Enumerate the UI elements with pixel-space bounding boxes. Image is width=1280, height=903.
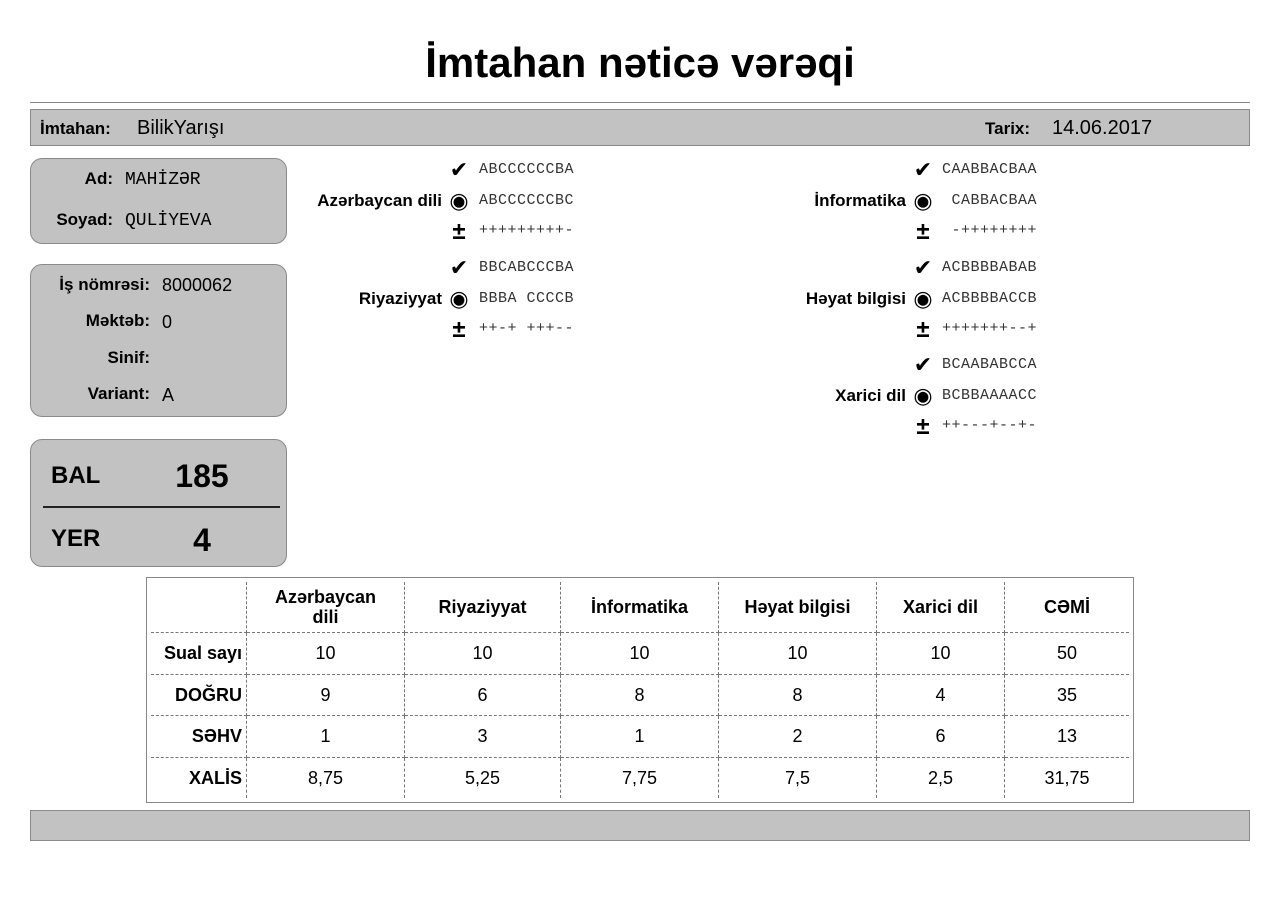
title-divider <box>30 102 1250 103</box>
table-header-heyat: Həyat bilgisi <box>719 582 877 633</box>
sinif-label: Sinif: <box>107 348 150 367</box>
yer-label: YER <box>51 525 101 552</box>
student-answers: ABCCCCCCBC <box>479 192 575 209</box>
answer-key: ABCCCCCCBA <box>479 161 575 178</box>
radio-target-icon: ◉ <box>449 188 469 213</box>
mekteb-value: 0 <box>162 312 173 332</box>
subject-block-informatika <box>754 158 1074 248</box>
check-icon: ✔ <box>913 157 933 182</box>
bal-value: 185 <box>175 458 229 494</box>
table-row <box>151 633 1129 675</box>
table-cell: 10 <box>561 633 719 675</box>
table-cell: 5,25 <box>405 758 561 798</box>
footer-bar <box>30 810 1250 841</box>
result-marks: +++++++++- <box>479 222 575 239</box>
student-answers: BBBA CCCCB <box>479 290 575 307</box>
score-divider <box>43 506 280 508</box>
student-answers: ACBBBBACCB <box>942 290 1038 307</box>
table-header-corner <box>151 582 247 633</box>
table-cell: 10 <box>405 633 561 675</box>
table-cell: 1 <box>247 716 405 758</box>
yer-value: 4 <box>193 522 211 558</box>
variant-value: A <box>162 385 175 405</box>
table-cell: 2,5 <box>877 758 1005 798</box>
soyad-value: QULİYEVA <box>125 211 212 231</box>
check-icon: ✔ <box>913 352 933 377</box>
exam-label: İmtahan: <box>40 119 111 138</box>
table-header-xarici: Xarici dil <box>877 582 1005 633</box>
table-header-riyaziyyat: Riyaziyyat <box>405 582 561 633</box>
table-cell: 10 <box>877 633 1005 675</box>
is-value: 8000062 <box>162 275 233 295</box>
table-header-cemi: CƏMİ <box>1005 582 1129 633</box>
row-label: XALİS <box>151 758 247 798</box>
soyad-label: Soyad: <box>56 210 113 229</box>
date-label: Tarix: <box>985 119 1031 138</box>
table-cell: 7,5 <box>719 758 877 798</box>
check-icon: ✔ <box>449 255 469 280</box>
student-answers: BCBBAAAACC <box>942 387 1038 404</box>
row-label: SƏHV <box>151 716 247 758</box>
table-cell: 31,75 <box>1044 767 1090 788</box>
bal-label: BAL <box>51 462 101 489</box>
answer-key: BBCABCCCBA <box>479 259 575 276</box>
page-title: İmtahan nəticə vərəqi <box>425 39 855 86</box>
table-cell: 50 <box>1005 633 1129 675</box>
row-label: Sual sayı <box>151 633 247 675</box>
ad-value: MAHİZƏR <box>125 170 201 190</box>
table-cell: 2 <box>719 716 877 758</box>
subject-name: Azərbaycan dili <box>317 191 442 210</box>
table-cell: 6 <box>405 675 561 717</box>
table-cell: 3 <box>405 716 561 758</box>
radio-target-icon: ◉ <box>449 286 469 311</box>
exam-info-bar <box>30 109 1250 146</box>
result-marks: -++++++++ <box>942 222 1038 239</box>
plus-minus-icon: ± <box>452 316 466 343</box>
table-cell: 8 <box>719 675 877 717</box>
student-answers: CABBACBAA <box>942 192 1038 209</box>
result-marks: ++---+--+- <box>942 417 1038 434</box>
radio-target-icon: ◉ <box>913 286 933 311</box>
table-cell: 13 <box>1005 716 1129 758</box>
result-marks: ++-+ +++-- <box>479 320 575 337</box>
table-cell: 8 <box>561 675 719 717</box>
table-row <box>151 758 1129 798</box>
subject-block-riyaziyyat <box>290 256 610 346</box>
date-value: 14.06.2017 <box>1052 117 1153 139</box>
plus-minus-icon: ± <box>916 316 930 343</box>
result-marks: +++++++--+ <box>942 320 1038 337</box>
ad-label: Ad: <box>84 169 113 188</box>
table-cell: 10 <box>247 633 405 675</box>
results-table <box>146 577 1134 803</box>
radio-target-icon: ◉ <box>913 383 933 408</box>
subject-name: Həyat bilgisi <box>805 289 906 308</box>
plus-minus-icon: ± <box>452 218 466 245</box>
score-box <box>30 439 287 567</box>
plus-minus-icon: ± <box>916 413 930 440</box>
table-cell: 1 <box>561 716 719 758</box>
work-info-box <box>30 264 287 417</box>
table-cell: 6 <box>877 716 1005 758</box>
subject-block-azerbaycan <box>290 158 610 248</box>
check-icon: ✔ <box>913 255 933 280</box>
variant-label: Variant: <box>87 384 150 403</box>
exam-value: BilikYarışı <box>137 117 225 139</box>
check-icon: ✔ <box>449 157 469 182</box>
table-row <box>151 716 1129 758</box>
mekteb-label: Məktəb: <box>85 311 150 330</box>
table-row <box>151 675 1129 717</box>
table-cell: 7,75 <box>561 758 719 798</box>
radio-target-icon: ◉ <box>913 188 933 213</box>
table-cell: 4 <box>877 675 1005 717</box>
table-cell: 9 <box>247 675 405 717</box>
plus-minus-icon: ± <box>916 218 930 245</box>
table-cell: 35 <box>1005 675 1129 717</box>
subject-block-xarici-dil <box>754 353 1074 443</box>
table-header-informatika: İnformatika <box>561 582 719 633</box>
answer-key: CAABBACBAA <box>942 161 1038 178</box>
subject-block-heyat-bilgisi <box>754 256 1074 346</box>
is-label: İş nömrəsi: <box>59 275 150 294</box>
answer-key: BCAABABCCA <box>942 356 1038 373</box>
table-header-row <box>151 582 1129 633</box>
student-name-box <box>30 158 287 244</box>
answer-key: ACBBBBABAB <box>942 259 1038 276</box>
subject-name: Xarici dil <box>835 386 906 405</box>
table-cell: 10 <box>719 633 877 675</box>
subject-name: İnformatika <box>814 191 906 210</box>
table-header-azerbaycan: Azərbaycan dili <box>247 582 405 633</box>
table-cell: 8,75 <box>247 758 405 798</box>
row-label: DOĞRU <box>151 675 247 717</box>
subject-name: Riyaziyyat <box>358 289 442 308</box>
